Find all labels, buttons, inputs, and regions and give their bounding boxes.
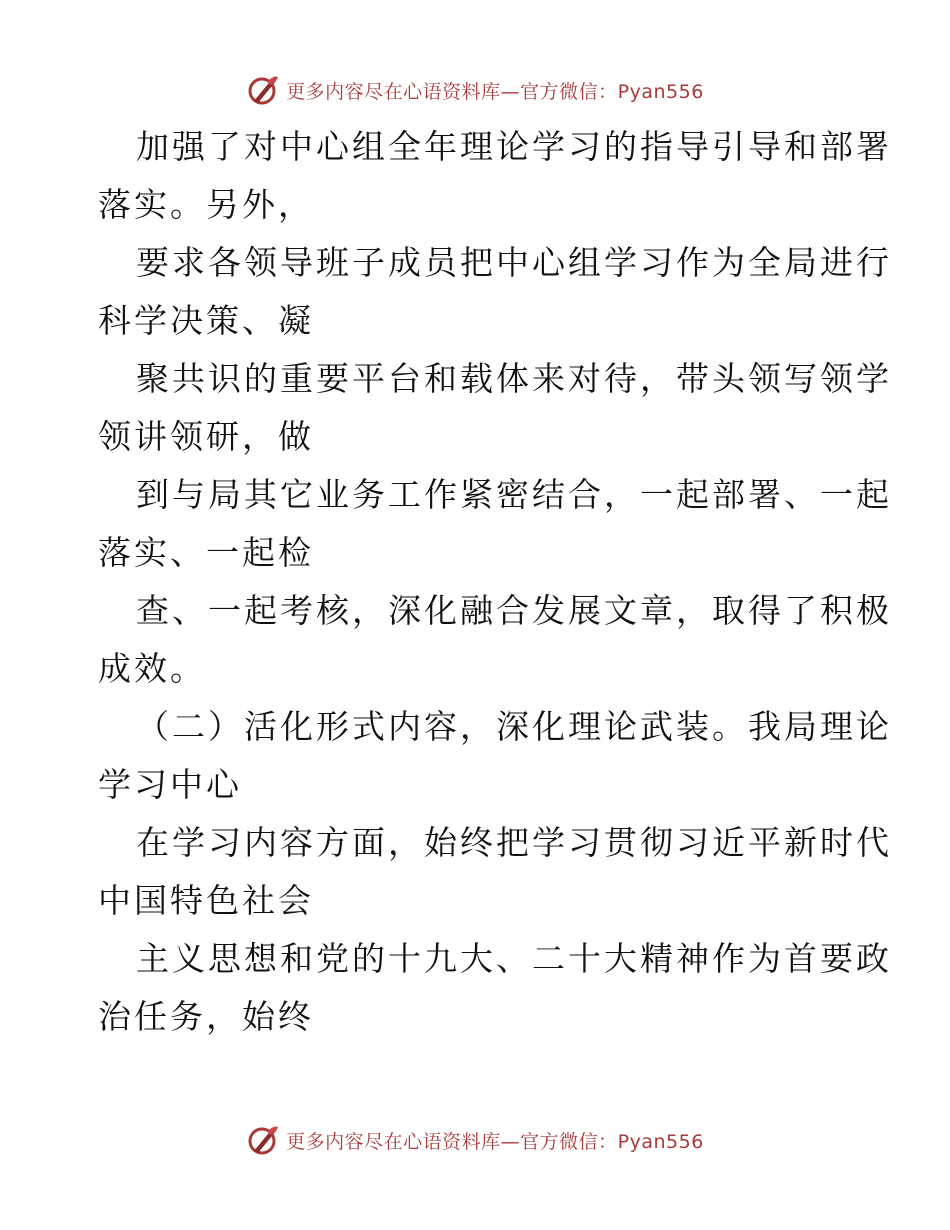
- paragraph-line: 查、一起考核，深化融合发展文章，取得了积极: [136, 591, 892, 630]
- paragraph-line: 成效。: [98, 649, 206, 688]
- paragraph-line: 治任务，始终: [98, 997, 314, 1036]
- document-body: [98, 118, 892, 1046]
- paragraph-line: 落实。另外，: [98, 185, 314, 224]
- paragraph-line: 主义思想和党的十九大、二十大精神作为首要政: [136, 939, 892, 978]
- paragraph-line: 聚共识的重要平台和载体来对待，带头领写领学: [136, 359, 892, 398]
- header-watermark: [0, 70, 950, 110]
- footer-watermark: [0, 1120, 950, 1160]
- paragraph: [98, 814, 892, 930]
- watermark-text: 更多内容尽在心语资料库—官方微信：Pyan556: [286, 80, 704, 103]
- paragraph: [98, 466, 892, 582]
- paragraph: [98, 118, 892, 234]
- paragraph: [98, 582, 892, 698]
- watermark-text: 更多内容尽在心语资料库—官方微信：Pyan556: [286, 1130, 704, 1153]
- paragraph: [98, 698, 892, 814]
- paragraph: [98, 234, 892, 350]
- paragraph-line: 学习中心: [98, 765, 242, 804]
- paragraph-line: （二）活化形式内容，深化理论武装。我局理论: [136, 707, 892, 746]
- quill-pen-logo-icon: [246, 1123, 280, 1157]
- paragraph-line: 落实、一起检: [98, 533, 314, 572]
- paragraph-line: 到与局其它业务工作紧密结合，一起部署、一起: [136, 475, 892, 514]
- paragraph-line: 在学习内容方面，始终把学习贯彻习近平新时代: [136, 823, 892, 862]
- paragraph-line: 领讲领研，做: [98, 417, 314, 456]
- quill-pen-logo-icon: [246, 73, 280, 107]
- paragraph-line: 中国特色社会: [98, 881, 314, 920]
- paragraph-line: 加强了对中心组全年理论学习的指导引导和部署: [136, 127, 892, 166]
- paragraph-line: 科学决策、凝: [98, 301, 314, 340]
- paragraph: [98, 350, 892, 466]
- paragraph-line: 要求各领导班子成员把中心组学习作为全局进行: [136, 243, 892, 282]
- paragraph: [98, 930, 892, 1046]
